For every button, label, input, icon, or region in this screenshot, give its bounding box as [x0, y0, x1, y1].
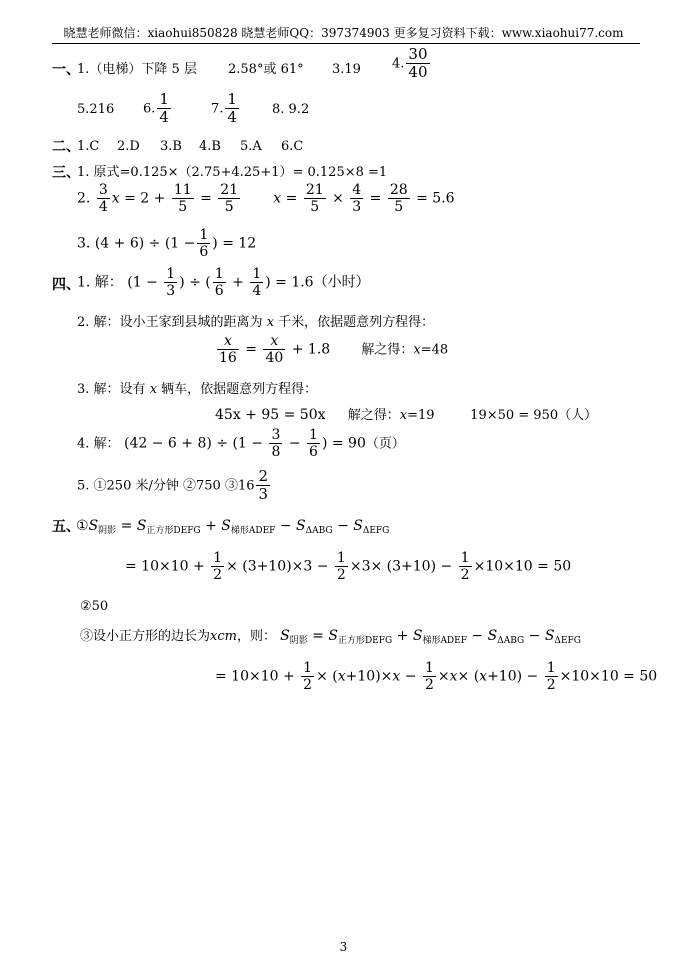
- s4-q3-tail: 辆车，依据题意列方程得：: [161, 382, 318, 397]
- frac-1-2c: $\frac{1}{2}$: [460, 550, 470, 584]
- s3-q2: 2. $\frac{3}{4}$ x = 2 + $\frac{11}{5}$ = $\frac{21}{5}$ x = $\frac{21}{5}$ × $\frac{4}{3}$ = $\frac{28}{5}$ = 5.6: [77, 182, 455, 216]
- s4-q4-num: 4. 解：: [77, 436, 120, 452]
- s4-q4: 4. 解： (42 − 6 + 8) ÷ (1 − $\frac{3}{8}$ − $\frac{1}{6}$ ) = 90（页）: [77, 427, 405, 461]
- s1-q6-numerator: 1: [159, 90, 169, 108]
- sub-shadow: 阴影: [98, 526, 117, 536]
- sub-shadow-2: 阴影: [289, 636, 308, 646]
- frac-21-5b: $\frac{21}{5}$: [305, 182, 324, 216]
- s4-q2-solve-label: 解之得：: [361, 342, 414, 358]
- s4-q3: 3. 解：设有 x 辆车，依据题意列方程得：: [77, 382, 318, 397]
- frac-11-5: $\frac{11}{5}$: [173, 182, 192, 216]
- s4-q3-value: =19: [407, 408, 435, 423]
- s1-q7-numerator: 1: [227, 90, 237, 108]
- sub-tri2: ΔEFG: [362, 526, 390, 536]
- page-header: 晓慧老师微信：xiaohui850828 晓慧老师QQ：397374903 更多复习资料下载：www.xiaohui77.com: [63, 26, 624, 40]
- s4-q3-solve-label: 解之得：: [347, 408, 400, 423]
- s3-q3-num: 3.: [77, 235, 91, 252]
- s1-q8: 8. 9.2: [272, 102, 310, 117]
- s4-q1-unit: （小时）: [313, 274, 370, 291]
- s1-q7-denominator: 4: [227, 108, 237, 127]
- s1-q5: 5.216: [77, 102, 115, 117]
- s5-p1-calc: = 10×10 + $\frac{1}{2}$ × (3+10)×3 − $\frac{1}{2}$ ×3× (3+10) − $\frac{1}{2}$ ×10×10 = 50: [125, 550, 572, 584]
- s5-p3: ③设小正方形的边长为xcm，则： $S_{阴影} = S_{正方形DEFG} + S_{梯形ADEF} - S_{\Delta ABG} - S_{\Delta EFG}$: [80, 628, 581, 646]
- frac-4-3: $\frac{4}{3}$: [352, 182, 362, 216]
- s1-q1-text: （电梯）下降 5 层: [89, 62, 197, 77]
- frac-1-2b: $\frac{1}{2}$: [336, 550, 346, 584]
- frac-x-40: $\frac{x}{40}$: [265, 333, 284, 367]
- s3-q1: 1. 原式=0.125×（2.75+4.25+1）= 0.125×8 =1: [77, 165, 388, 180]
- s2-item-4: 4.B: [199, 139, 221, 154]
- s1-q7-num: 7.: [211, 101, 224, 117]
- frac-1-2d: $\frac{1}{2}$: [303, 660, 313, 694]
- s1-q1-num: 1.: [77, 62, 90, 77]
- s2-item-1: 1.C: [77, 139, 100, 154]
- s1-q1: [77, 63, 197, 78]
- section-4-label: 四、: [52, 277, 80, 293]
- s4-q2: 2. 解：设小王家到县城的距离为 x 千米，依据题意列方程得：: [77, 315, 435, 330]
- s4-q4-unit: （页）: [365, 436, 405, 452]
- sub-square-2: 正方形DEFG: [337, 636, 393, 646]
- s5-p3-calc: = 10×10 + $\frac{1}{2}$ × (x+10)×x − $\frac{1}{2}$ ×x× (x+10) − $\frac{1}{2}$ ×10×10 = 50: [215, 660, 658, 694]
- frac-1-6: $\frac{1}{6}$: [199, 227, 209, 261]
- frac-28-5: $\frac{28}{5}$: [389, 182, 408, 216]
- s2-item-5: 5.A: [240, 139, 262, 154]
- s5-p3-text: ③设小正方形的边长为: [80, 629, 211, 644]
- s1-q3: 3.19: [332, 62, 361, 77]
- s3-q3-left: (4 + 6) ÷ (1 −: [94, 235, 196, 252]
- s5-p3-tail: ，则：: [236, 629, 276, 644]
- sub-trap-2: 梯形ADEF: [422, 636, 467, 646]
- s1-q4: [392, 46, 432, 82]
- s1-q4-denominator: 40: [408, 63, 428, 82]
- section-2-label: 二、: [52, 139, 80, 155]
- s1-q2: 2.58°或 61°: [228, 62, 304, 77]
- frac-2-3: $\frac{2}{3}$: [258, 467, 269, 504]
- s1-q4-numerator: 30: [408, 45, 428, 63]
- sub-tri2-2: ΔEFG: [554, 636, 581, 646]
- section-3-label: 三、: [52, 165, 80, 181]
- s4-q3-equation: 45x + 95 = 50x 解之得：x=19 19×50 = 950（人）: [215, 407, 598, 423]
- s4-q2-text: 2. 解：设小王家到县城的距离为: [77, 315, 263, 330]
- s4-q3-text: 3. 解：设有: [77, 382, 146, 397]
- sub-tri1-2: ΔABG: [497, 636, 525, 646]
- s1-q4-fraction: [406, 46, 429, 82]
- frac-21-5: $\frac{21}{5}$: [220, 182, 239, 216]
- s5-p3-var: xcm: [210, 629, 237, 644]
- s4-q2-tail: 千米，依据题意列方程得：: [278, 315, 435, 330]
- header-rule: [52, 43, 640, 44]
- s4-q5: [77, 468, 272, 504]
- s5-p1-formula: $①S_{阴影} = S_{正方形DEFG} + S_{梯形ADEF} - S_{\Delta ABG} - S_{\Delta EFG}$: [76, 518, 390, 536]
- s1-q7-fraction: [225, 91, 239, 127]
- s1-q6-denominator: 4: [159, 108, 169, 127]
- s1-q6-fraction: [157, 91, 171, 127]
- s1-q6: [143, 91, 173, 127]
- frac-x-16: $\frac{x}{16}$: [219, 333, 237, 367]
- s4-q3-extra: 19×50 = 950（人）: [470, 408, 598, 423]
- frac-1-4: $\frac{1}{4}$: [252, 266, 262, 300]
- s3-q3: [77, 227, 256, 260]
- frac-1-6c: $\frac{1}{6}$: [309, 427, 318, 461]
- s4-q1-num: 1. 解：: [77, 274, 123, 291]
- s4-q2-equation: $\frac{x}{16}$ = $\frac{x}{40}$ + 1.8 解之得：x=48: [219, 333, 449, 367]
- s4-q2-value: =48: [420, 342, 449, 358]
- s5-p2: ②50: [80, 599, 109, 614]
- s1-q6-num: 6.: [143, 101, 156, 117]
- frac-1-2a: $\frac{1}{2}$: [213, 550, 223, 584]
- frac-1-6b: $\frac{1}{6}$: [214, 266, 224, 300]
- sub-square: 正方形DEFG: [146, 526, 201, 536]
- s4-q1: 1. 解： (1 − $\frac{1}{3}$ ) ÷ ( $\frac{1}{6}$ + $\frac{1}{4}$ ) = 1.6（小时）: [77, 266, 370, 300]
- sub-tri1: ΔABG: [305, 526, 333, 536]
- frac-3-4: $\frac{3}{4}$: [98, 182, 108, 216]
- s3-q2-num: 2.: [77, 190, 91, 207]
- frac-1-2f: $\frac{1}{2}$: [546, 660, 556, 694]
- s2-item-6: 6.C: [281, 139, 304, 154]
- frac-1-2e: $\frac{1}{2}$: [424, 660, 434, 694]
- s1-q4-num: 4.: [392, 56, 405, 72]
- section-1-label: 一、: [52, 62, 80, 78]
- page-number: 3: [339, 940, 348, 954]
- s1-q7: [211, 91, 241, 127]
- s5-p1-marker: ①: [76, 518, 89, 534]
- s4-q5-text: 5. ①250 米/分钟 ②750 ③16: [77, 478, 255, 494]
- s2-item-3: 3.B: [160, 139, 182, 154]
- s4-q3-eq: 45x + 95 = 50x: [215, 407, 326, 423]
- s3-q3-right: ) = 12: [212, 235, 257, 252]
- frac-1-3: $\frac{1}{3}$: [166, 266, 176, 300]
- section-5-label: 五、: [52, 519, 80, 535]
- frac-3-8: $\frac{3}{8}$: [271, 427, 281, 461]
- s2-item-2: 2.D: [117, 139, 140, 154]
- sub-trap: 梯形ADEF: [230, 526, 276, 536]
